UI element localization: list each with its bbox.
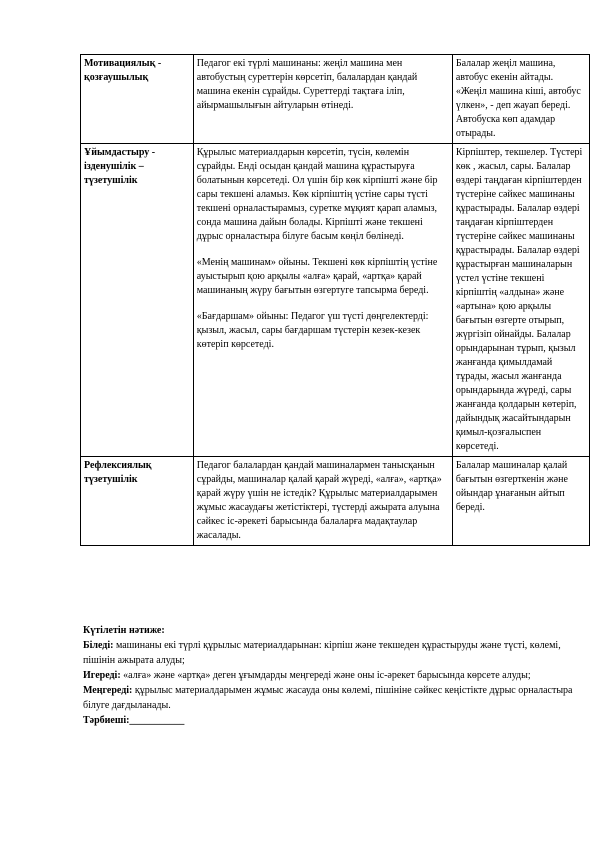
- expected-results: [83, 623, 588, 728]
- teacher-text-game-2: «Бағдаршам» ойыны: Педагог үш түсті дөңгелектерді: қызыл, жасыл, сары бағдаршам түстерін кезек-кезек көтеріп көрсетеді.: [196, 311, 429, 350]
- children-cell: [452, 55, 589, 144]
- stage-label: Ұйымдастыру - ізденушілік – түзетушілік: [84, 147, 156, 186]
- table-row: [81, 55, 590, 144]
- teacher-text: Құрылыс материалдарын көрсетіп, түсін, көлемін сұрайды. Енді осыдан қандай машина құрастыруға болатынын көрсетеді. Ол үшін бір көк кірпішті және бір сары текшені аламыз. Көк кірпіштің үстіне сары түсті текшені орналастырамыз, суретке мұқият қарап аламыз, сонда машина дайын болады. Кірпішті және текшені дұрыс орналастыра білуге басым көңіл бөлінеді.: [196, 147, 438, 242]
- result-acquires: [83, 668, 588, 683]
- table-row: [81, 457, 590, 546]
- expected-heading: Күтілетін нәтиже:: [83, 625, 165, 636]
- stage-cell: [81, 55, 194, 144]
- result-text: құрылыс материалдарымен жұмыс жасауда оны көлемі, пішініне сәйкес кеңістікте дұрыс орналастыра білуге дағдыланады.: [83, 685, 573, 711]
- result-text: машинаны екі түрлі құрылыс материалдарынан: кірпіш және текшеден құрастыруды және түсті, көлемі, пішінін ажырата алуды;: [83, 640, 561, 666]
- table-row: [81, 144, 590, 457]
- teacher-cell: [193, 55, 452, 144]
- children-cell: [452, 144, 589, 457]
- teacher-text-game-1: «Менің машинам» ойыны. Текшені көк кірпіштің үстіне ауыстырып қою арқылы «алға» қарай, «артқа» қарай машинаның жүру бағытын өзгертуге тапсырма береді.: [196, 257, 438, 296]
- children-text: Кірпіштер, текшелер. Түстері көк , жасыл, сары. Балалар өздері таңдаған кірпіштерден түстеріне сәйкес машинаны құрастырады. Балалар өздері таңдаған кірпіштерден түстеріне сәйкес машинаны құрастырады. Балалар өздері құрастырған машиналарын үстел үстіне текшені кірпіштің «алдына» және «артына» қою арқылы бағытын өзгерте отырып, жүргізіп ойнайды. Балалар орындарынан тұрып, қызыл жанғанда қимылдамай тұрады, жасыл жанғанда орындарында жүреді, сары жанғанда қолдарын көтеріп, дайындық жасайтындарын қимыл-қозғалыспен көрсетеді.: [455, 147, 583, 452]
- teacher-text: Педагог балалардан қандай машиналармен танысқанын сұрайды, машиналар қалай қарай жүреді, «алға», «артқа» қарай жүру үшін не істедік? Құрылыс материалдарымен жұмыс жасаудағы жетістіктері, түстерді ажырата алуына сәйкес іс-әрекеті барысында балаларға мадақтаулар жасалады.: [196, 460, 442, 541]
- children-cell: [452, 457, 589, 546]
- result-knows: [83, 638, 588, 668]
- result-label: Біледі:: [83, 640, 114, 651]
- lesson-plan-table: [80, 54, 590, 546]
- stage-label: Мотивациялық - қозғаушылық: [84, 58, 162, 83]
- stage-cell: [81, 144, 194, 457]
- result-label: Игереді:: [83, 670, 121, 681]
- teacher-signature: Тәрбиеші:___________: [83, 715, 185, 726]
- result-text: «алға» және «артқа» деген ұғымдарды меңгереді және оны іс-әрекет барысында көрсете алуды;: [120, 670, 531, 681]
- result-masters: [83, 683, 588, 713]
- teacher-cell: [193, 457, 452, 546]
- children-text: Балалар жеңіл машина, автобус екенін айтады. «Жеңіл машина кіші, автобус үлкен», - деп жауап береді. Автобуска көп адамдар отырады.: [455, 58, 581, 139]
- children-text: Балалар машиналар қалай бағытын өзгерткенін және ойындар ұнағанын айтып береді.: [455, 460, 568, 513]
- teacher-cell: [193, 144, 452, 457]
- result-label: Меңгереді:: [83, 685, 133, 696]
- teacher-text: Педагог екі түрлі машинаны: жеңіл машина мен автобустың суреттерін көрсетіп, балалардан қандай машина екенін сұрайды. Суреттерді тақтаға іліп, айырмашылығын айтуларын өтінеді.: [196, 58, 418, 111]
- stage-cell: [81, 457, 194, 546]
- stage-label: Рефлексиялық түзетушілік: [84, 460, 152, 485]
